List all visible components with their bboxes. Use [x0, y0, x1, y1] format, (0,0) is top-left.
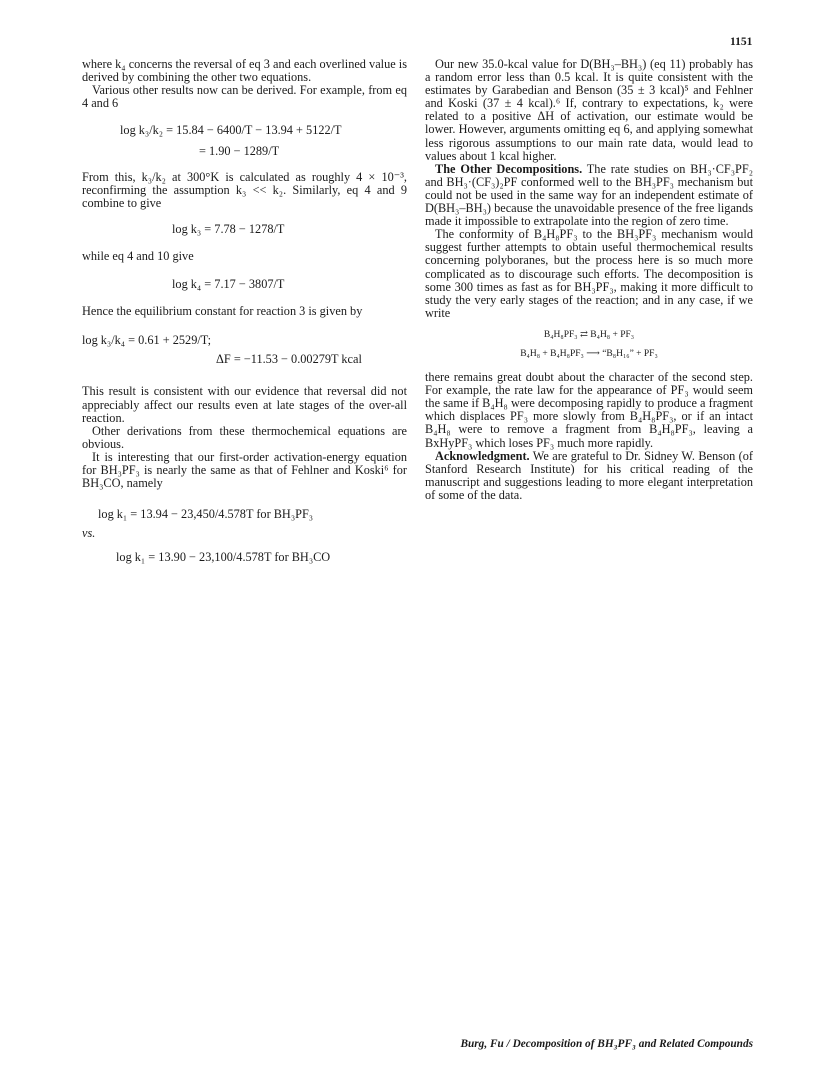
paragraph: there remains great doubt about the character of the second step. For example, the rate law for the appearance of PF₃ would seem the same if B₄H₈ were decomposing rapidly to produce a fragment which displaces PF₃ more slowly from B₄H₈PF₃, or if an intact B₄H₈ were to remove a fragment from B₄H₈PF₃, leaving a BxHyPF₃ which loses PF₃ much more rapidly.: [425, 370, 753, 450]
equation: log k₁ = 13.94 − 23,450/4.578T for BH₃PF₃: [98, 507, 314, 522]
running-footer: Burg, Fu / Decomposition of BH₃PF₃ and Related Compounds: [460, 1038, 753, 1050]
paragraph: The conformity of B₄H₈PF₃ to the BH₃PF₃ mechanism would suggest further attempts to obtain useful thermochemical results concerning polyboranes, but the process here is so much more complicated as to discourage such efforts. The decomposition is some 300 times as fast as for BH₃PF₃, making it more difficult to study the very early stages of the reaction; and in any case, if we write: [425, 227, 753, 320]
paragraph: From this, k₃/k₂ at 300°K is calculated as roughly 4 × 10⁻³, reconfirming the assumption k₃ << k₂. Similarly, eq 4 and 9 combine to give: [82, 169, 407, 210]
paragraph: while eq 4 and 10 give: [82, 248, 194, 263]
paragraph: Hence the equilibrium constant for reaction 3 is given by: [82, 304, 363, 319]
paragraph: Various other results now can be derived. For example, from eq 4 and 6: [82, 83, 407, 111]
paragraph: [425, 163, 753, 228]
equation: log k₃/k₄ = 0.61 + 2529/T;: [82, 333, 212, 348]
equation: log k₃ = 7.78 − 1278/T: [172, 221, 285, 236]
left-column: [82, 58, 407, 564]
equation: log k₄ = 7.17 − 3807/T: [172, 277, 285, 292]
paragraph-text: The rate studies on BH₃·CF₃PF₂ and BH₃·(CF₃)₂PF conformed well to the BH₃PF₃ mechanism but could not be used in the same way for an independent estimate of D(BH₃–BH₃) because the unavoidable presence of the free ligands made it impossible to extrapolate into the region of zero time.: [425, 161, 753, 229]
paragraph: This result is consistent with our evidence that reversal did not appreciably affect our results even at late stages of the over-all reaction.: [82, 384, 407, 425]
vs-label: vs.: [82, 526, 96, 541]
equation: log k₁ = 13.90 − 23,100/4.578T for BH₃CO: [116, 550, 331, 565]
reaction-equation: B₄H₈ + B₄H₈PF₃ ⟶ “B₈H₁₆” + PF₃: [520, 348, 658, 359]
equation: ΔF = −11.53 − 0.00279T kcal: [216, 352, 362, 367]
paragraph: where k₄ concerns the reversal of eq 3 and each overlined value is derived by combining the other two equations.: [82, 57, 407, 85]
page-number: 1151: [730, 36, 753, 48]
equation: log k₃/k₂ = 15.84 − 6400/T − 13.94 + 5122/T: [120, 123, 342, 138]
acknowledgment-heading: Acknowledgment.: [435, 448, 530, 463]
paragraph-text: We are grateful to Dr. Sidney W. Benson (of Stanford Research Institute) for his critical reading of the manuscript and suggestions leading to more elegant interpretation of some of the data.: [425, 448, 753, 502]
paragraph: It is interesting that our first-order activation-energy equation for BH₃PF₃ is nearly the same as that of Fehlner and Koski⁶ for BH₃CO, namely: [82, 449, 407, 491]
paragraph: [425, 450, 753, 502]
section-heading: The Other Decompositions.: [435, 161, 583, 176]
reaction-equation: B₄H₈PF₃ ⇄ B₄H₈ + PF₃: [543, 329, 635, 340]
right-column: [425, 58, 753, 502]
equation: = 1.90 − 1289/T: [199, 144, 280, 159]
paragraph: Other derivations from these thermochemical equations are obvious.: [82, 423, 407, 451]
paragraph: Our new 35.0-kcal value for D(BH₃–BH₃) (eq 11) probably has a random error less than 0.5 kcal. It is quite consistent with the estimates by Garabedian and Benson (35 ± 3 kcal)⁵ and Fehlner and Koski (37 ± 4 kcal).⁶ If, contrary to expectations, k₂ were related to a positive ΔH of activation, our estimate would be lower. However, arguments omitting eq 6, and applying somewhat less rigorous assumptions to our main rate data, would lead to values about 1 kcal higher.: [425, 57, 753, 163]
